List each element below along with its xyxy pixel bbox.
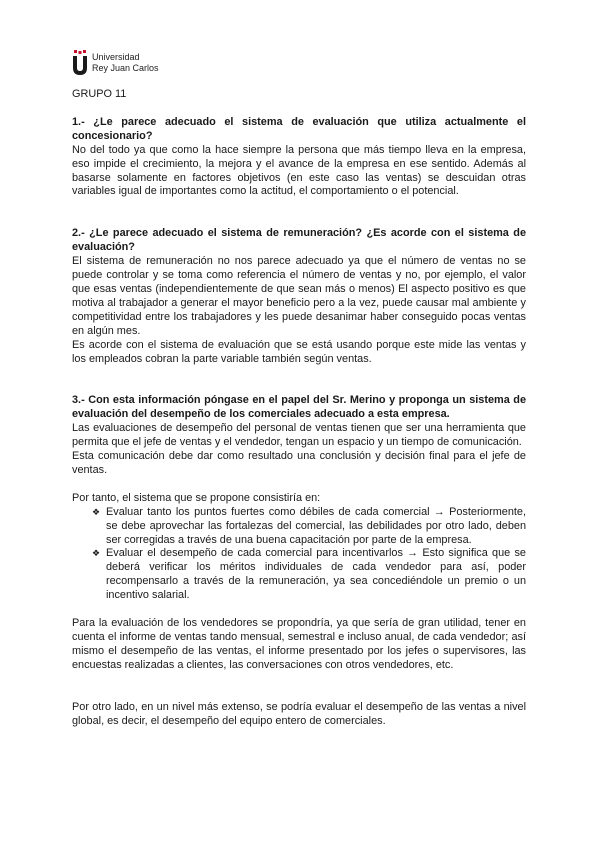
list-item-text: Evaluar tanto los puntos fuertes como débiles de cada comercial → Posteriormente, se debe aprovechar las fortalezas del comercial, las debilidades por otro lado, deben ser corregidas a través de una buena capacitación por parte de la empresa. <box>106 505 526 546</box>
question-3-title: 3.- Con esta información póngase en el papel del Sr. Merino y proponga un sistema de evaluación del desempeño de los comerciales adecuado a esta empresa. <box>72 394 526 421</box>
logo-text <box>92 52 159 74</box>
diamond-bullet-icon: ❖ <box>92 506 101 517</box>
question-3-para-1: Las evaluaciones de desempeño del personal de ventas tienen que ser una herramienta que permita que el jefe de ventas y el vendedor, tengan un espacio y un tiempo de comunicación. <box>72 422 526 449</box>
university-u-icon <box>72 50 88 76</box>
question-3-para-4: Para la evaluación de los vendedores se propondría, ya que sería de gran utilidad, tener en cuenta el informe de ventas tando mensual, semestral e incluso anual, de cada vendedor; así mismo el desempeño de las ventas, el informe presentado por los jefes o supervisores, las encuestas realizadas a clientes, las conversaciones con otros vendedores, etc. <box>72 617 526 671</box>
university-logo <box>72 44 192 78</box>
question-2-answer-1: El sistema de remuneración no nos parece adecuado ya que el número de ventas no se puede controlar y se toma como referencia el número de ventas y no, por ejemplo, el valor que esas ventas (independientemente de que sean más o menos) El aspecto positivo es que motiva al trabajador a generar el mayor beneficio pero a la vez, puede causar mal ambiente y competitividad entre los trabajadores y les puede desanimar haber conseguido pocas ventas en algún mes. <box>72 255 526 337</box>
question-1 <box>72 116 526 199</box>
proposal-list <box>72 506 526 603</box>
logo-line-2: Rey Juan Carlos <box>92 63 159 73</box>
group-label: GRUPO 11 <box>72 88 127 100</box>
question-2-answer-2: Es acorde con el sistema de evaluación que se está usando porque este mide las ventas y los empleados cobran la parte variable también según ventas. <box>72 338 526 365</box>
diamond-bullet-icon: ❖ <box>92 548 101 559</box>
question-3 <box>72 394 526 728</box>
question-3-para-3: Por tanto, el sistema que se propone consistiría en: <box>72 491 321 504</box>
question-2 <box>72 227 526 366</box>
logo-line-1: Universidad <box>92 52 140 62</box>
list-item-text: Evaluar el desempeño de cada comercial para incentivarlos → Esto significa que se deberá verificar los méritos individuales de cada vendedor para así, poder recompensarlo a través de la remuneración, ya sea concediéndole un premio o un incentivo salarial. <box>106 547 526 602</box>
question-1-answer: No del todo ya que como la hace siempre la persona que más tiempo lleva en la empresa, eso impide el crecimiento, la mejora y el avance de la empresa en ese sentido. Además al basarse solamente en factores objetivos (en este caso las ventas) se descuidan otras variables igual de importantes como la actitud, el comportamiento o el potencial. <box>72 143 526 198</box>
list-item <box>92 506 526 548</box>
question-3-para-2: Esta comunicación debe dar como resultado una conclusión y decisión final para el jefe de ventas. <box>72 450 526 476</box>
list-item <box>92 547 526 603</box>
question-3-para-5: Por otro lado, en un nivel más extenso, se podría evaluar el desempeño de las ventas a nivel global, es decir, el desempeño del equipo entero de comerciales. <box>72 700 526 727</box>
question-2-title: 2.- ¿Le parece adecuado el sistema de remuneración? ¿Es acorde con el sistema de evaluación? <box>72 227 526 254</box>
document-body <box>72 88 526 729</box>
question-1-title: 1.- ¿Le parece adecuado el sistema de evaluación que utiliza actualmente el concesionario? <box>72 115 526 142</box>
